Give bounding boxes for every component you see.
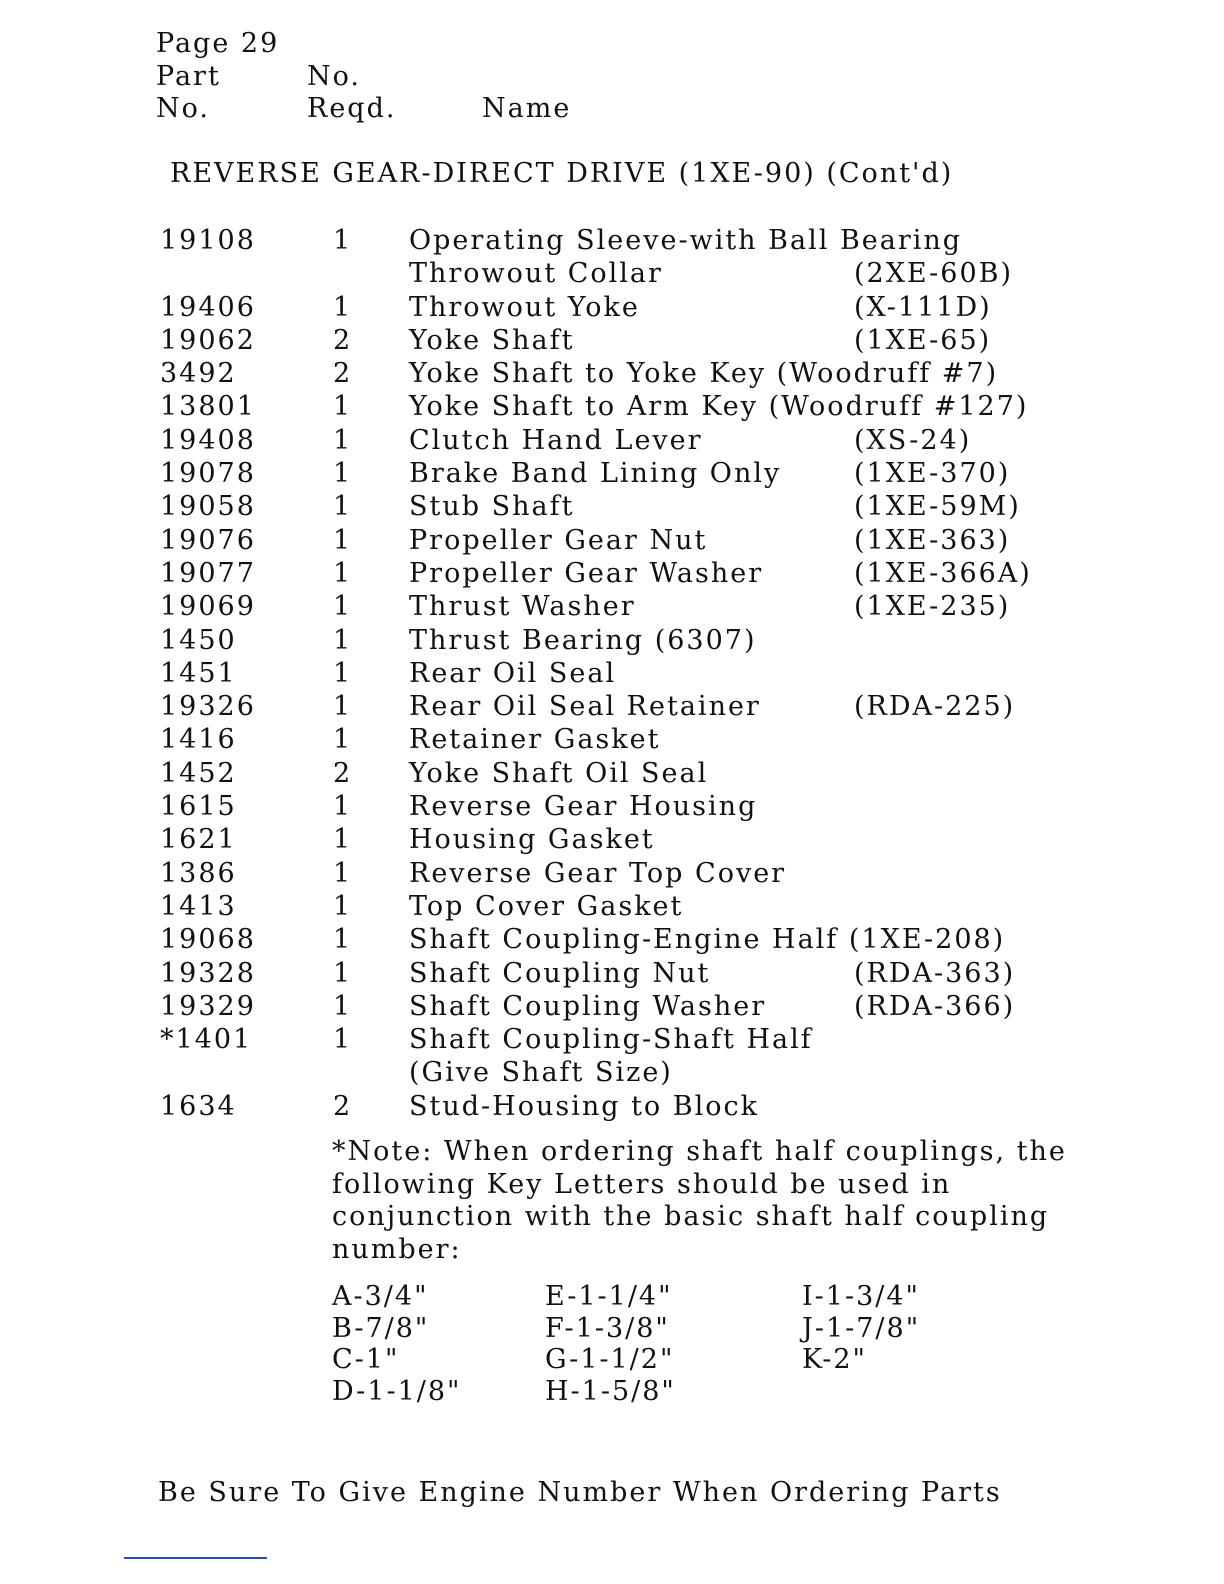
- quantity-required: 1: [333, 291, 353, 323]
- key-letter-size: I-1-3/4": [802, 1281, 920, 1312]
- column-header-qty: No.: [307, 61, 361, 92]
- parts-row: [160, 723, 1120, 756]
- part-code: (1XE-65): [854, 324, 992, 356]
- parts-row: [160, 424, 1120, 457]
- quantity-required: 1: [333, 1024, 353, 1056]
- quantity-required: 2: [333, 1090, 353, 1122]
- part-code: (RDA-363): [854, 957, 1016, 989]
- parts-row: [160, 224, 1120, 291]
- part-number: 19406: [160, 291, 256, 323]
- key-letters-row: [332, 1280, 1032, 1312]
- key-letter-size: J-1-7/8": [802, 1312, 921, 1344]
- parts-row: [160, 324, 1120, 357]
- parts-row: [160, 557, 1120, 590]
- parts-row: [160, 857, 1120, 890]
- part-name: Thrust Bearing (6307): [409, 624, 757, 656]
- key-letter-size: H-1-5/8": [545, 1375, 676, 1407]
- part-number: 19408: [160, 424, 256, 456]
- part-name: Reverse Gear Housing: [409, 791, 758, 823]
- part-number: 19108: [160, 225, 256, 256]
- parts-row: [160, 524, 1120, 557]
- part-number: *1401: [160, 1024, 253, 1056]
- column-header-part-no: No.: [156, 93, 210, 124]
- part-name: Stub Shaft: [409, 491, 575, 523]
- part-number: 19326: [160, 691, 256, 723]
- part-code: (1XE-235): [854, 591, 1011, 623]
- bottom-rule: [124, 1557, 267, 1559]
- quantity-required: 1: [333, 957, 353, 989]
- part-name: Shaft Coupling-Engine Half (1XE-208): [409, 924, 1006, 956]
- quantity-required: 1: [333, 591, 353, 623]
- part-number: 19062: [160, 324, 256, 356]
- quantity-required: 1: [333, 724, 353, 756]
- parts-row: [160, 957, 1120, 990]
- quantity-required: 1: [333, 524, 353, 556]
- quantity-required: 1: [333, 990, 353, 1022]
- key-letter-size: C-1": [332, 1344, 400, 1375]
- part-name: Shaft Coupling Washer: [409, 990, 767, 1022]
- key-letters-row: [332, 1343, 1032, 1375]
- part-number: 1450: [160, 624, 237, 656]
- parts-row: [160, 390, 1120, 423]
- part-code: (1XE-370): [854, 458, 1011, 490]
- parts-row: [160, 490, 1120, 523]
- quantity-required: 1: [333, 624, 353, 656]
- part-name: Throwout Yoke: [409, 291, 640, 323]
- key-letter-size: G-1-1/2": [545, 1344, 675, 1375]
- column-header-part: Part: [156, 61, 221, 92]
- part-number: 1451: [160, 657, 237, 689]
- part-code: (1XE-366A): [854, 557, 1032, 589]
- quantity-required: 1: [333, 458, 353, 490]
- part-number: 13801: [160, 391, 256, 423]
- parts-row: [160, 291, 1120, 324]
- part-code: (XS-24): [854, 424, 972, 456]
- part-name: Top Cover Gasket: [409, 890, 684, 922]
- part-name: Shaft Coupling-Shaft Half: [409, 1024, 813, 1056]
- parts-row: [160, 757, 1120, 790]
- parts-row: [160, 657, 1120, 690]
- page-label: Page 29: [156, 28, 280, 59]
- column-header-reqd: Reqd.: [307, 93, 397, 124]
- parts-row: [160, 590, 1120, 623]
- part-code-continued: (2XE-60B): [854, 258, 1013, 289]
- quantity-required: 1: [333, 791, 353, 823]
- part-number: 1386: [160, 857, 237, 889]
- quantity-required: 1: [333, 391, 353, 423]
- part-code: (X-111D): [854, 291, 992, 323]
- parts-row: [160, 1090, 1120, 1123]
- parts-list: [160, 224, 1120, 1123]
- column-header-name: Name: [482, 93, 572, 124]
- part-name: Reverse Gear Top Cover: [409, 857, 787, 889]
- parts-row: [160, 357, 1120, 390]
- part-name: Rear Oil Seal: [409, 657, 617, 689]
- quantity-required: 1: [333, 225, 353, 256]
- part-code: (RDA-225): [854, 691, 1016, 723]
- quantity-required: 1: [333, 890, 353, 922]
- part-number: 1413: [160, 890, 237, 922]
- quantity-required: 1: [333, 657, 353, 689]
- key-letter-size: B-7/8": [332, 1312, 430, 1344]
- part-name: Yoke Shaft to Yoke Key (Woodruff #7): [409, 358, 999, 390]
- part-name: Propeller Gear Washer: [409, 557, 764, 589]
- quantity-required: 2: [333, 358, 353, 390]
- key-letters-row: [332, 1375, 1032, 1407]
- key-letters-table: [332, 1280, 1032, 1406]
- quantity-required: 1: [333, 691, 353, 723]
- part-number: 19069: [160, 591, 256, 623]
- parts-row: [160, 823, 1120, 856]
- key-letter-size: F-1-3/8": [545, 1312, 670, 1344]
- part-name: Brake Band Lining Only: [409, 458, 782, 490]
- parts-row: [160, 890, 1120, 923]
- key-letters-row: [332, 1312, 1032, 1344]
- part-number: 3492: [160, 358, 237, 390]
- ordering-note: *Note: When ordering shaft half couplings, the following Key Letters should be used in conjunction with the basic shaft half coupling number:: [332, 1136, 1067, 1265]
- parts-row: [160, 790, 1120, 823]
- part-code: (RDA-366): [854, 990, 1016, 1022]
- parts-row: [160, 690, 1120, 723]
- key-letter-size: A-3/4": [332, 1281, 429, 1312]
- parts-row: [160, 457, 1120, 490]
- part-name: Thrust Washer: [409, 591, 636, 623]
- key-letter-size: D-1-1/8": [332, 1375, 462, 1407]
- section-title: REVERSE GEAR-DIRECT DRIVE (1XE-90) (Cont'd): [170, 158, 954, 189]
- part-number: 19068: [160, 924, 256, 956]
- part-name: Yoke Shaft to Arm Key (Woodruff #127): [409, 391, 1029, 423]
- part-name: Housing Gasket: [409, 824, 655, 856]
- part-number: 19078: [160, 458, 256, 490]
- parts-row: [160, 1023, 1120, 1090]
- part-number: 19076: [160, 524, 256, 556]
- part-number: 1416: [160, 724, 237, 756]
- part-number: 1634: [160, 1090, 237, 1122]
- key-letter-size: E-1-1/4": [545, 1281, 673, 1312]
- part-name: Yoke Shaft Oil Seal: [409, 757, 709, 789]
- part-name: Rear Oil Seal Retainer: [409, 691, 761, 723]
- parts-row: [160, 990, 1120, 1023]
- footer-reminder: Be Sure To Give Engine Number When Ordering Parts: [158, 1477, 1002, 1508]
- quantity-required: 1: [333, 924, 353, 956]
- part-name: Operating Sleeve-with Ball Bearing: [409, 225, 963, 256]
- quantity-required: 1: [333, 557, 353, 589]
- part-name: Yoke Shaft: [409, 324, 575, 356]
- quantity-required: 2: [333, 757, 353, 789]
- part-name: Shaft Coupling Nut: [409, 957, 711, 989]
- part-number: 19328: [160, 957, 256, 989]
- part-name-continued: (Give Shaft Size): [409, 1057, 673, 1089]
- part-name: Clutch Hand Lever: [409, 424, 703, 456]
- part-number: 19329: [160, 990, 256, 1022]
- parts-row: [160, 624, 1120, 657]
- quantity-required: 1: [333, 857, 353, 889]
- part-number: 19077: [160, 557, 256, 589]
- quantity-required: 1: [333, 824, 353, 856]
- key-letter-size: K-2": [802, 1344, 867, 1375]
- quantity-required: 2: [333, 324, 353, 356]
- parts-row: [160, 923, 1120, 956]
- part-number: 1621: [160, 824, 237, 856]
- part-name-continued: Throwout Collar: [409, 258, 663, 289]
- part-number: 1615: [160, 791, 237, 823]
- part-name: Retainer Gasket: [409, 724, 661, 756]
- part-number: 1452: [160, 757, 237, 789]
- part-name: Propeller Gear Nut: [409, 524, 708, 556]
- part-name: Stud-Housing to Block: [409, 1090, 759, 1122]
- quantity-required: 1: [333, 424, 353, 456]
- quantity-required: 1: [333, 491, 353, 523]
- part-code: (1XE-59M): [854, 491, 1021, 523]
- part-number: 19058: [160, 491, 256, 523]
- part-code: (1XE-363): [854, 524, 1011, 556]
